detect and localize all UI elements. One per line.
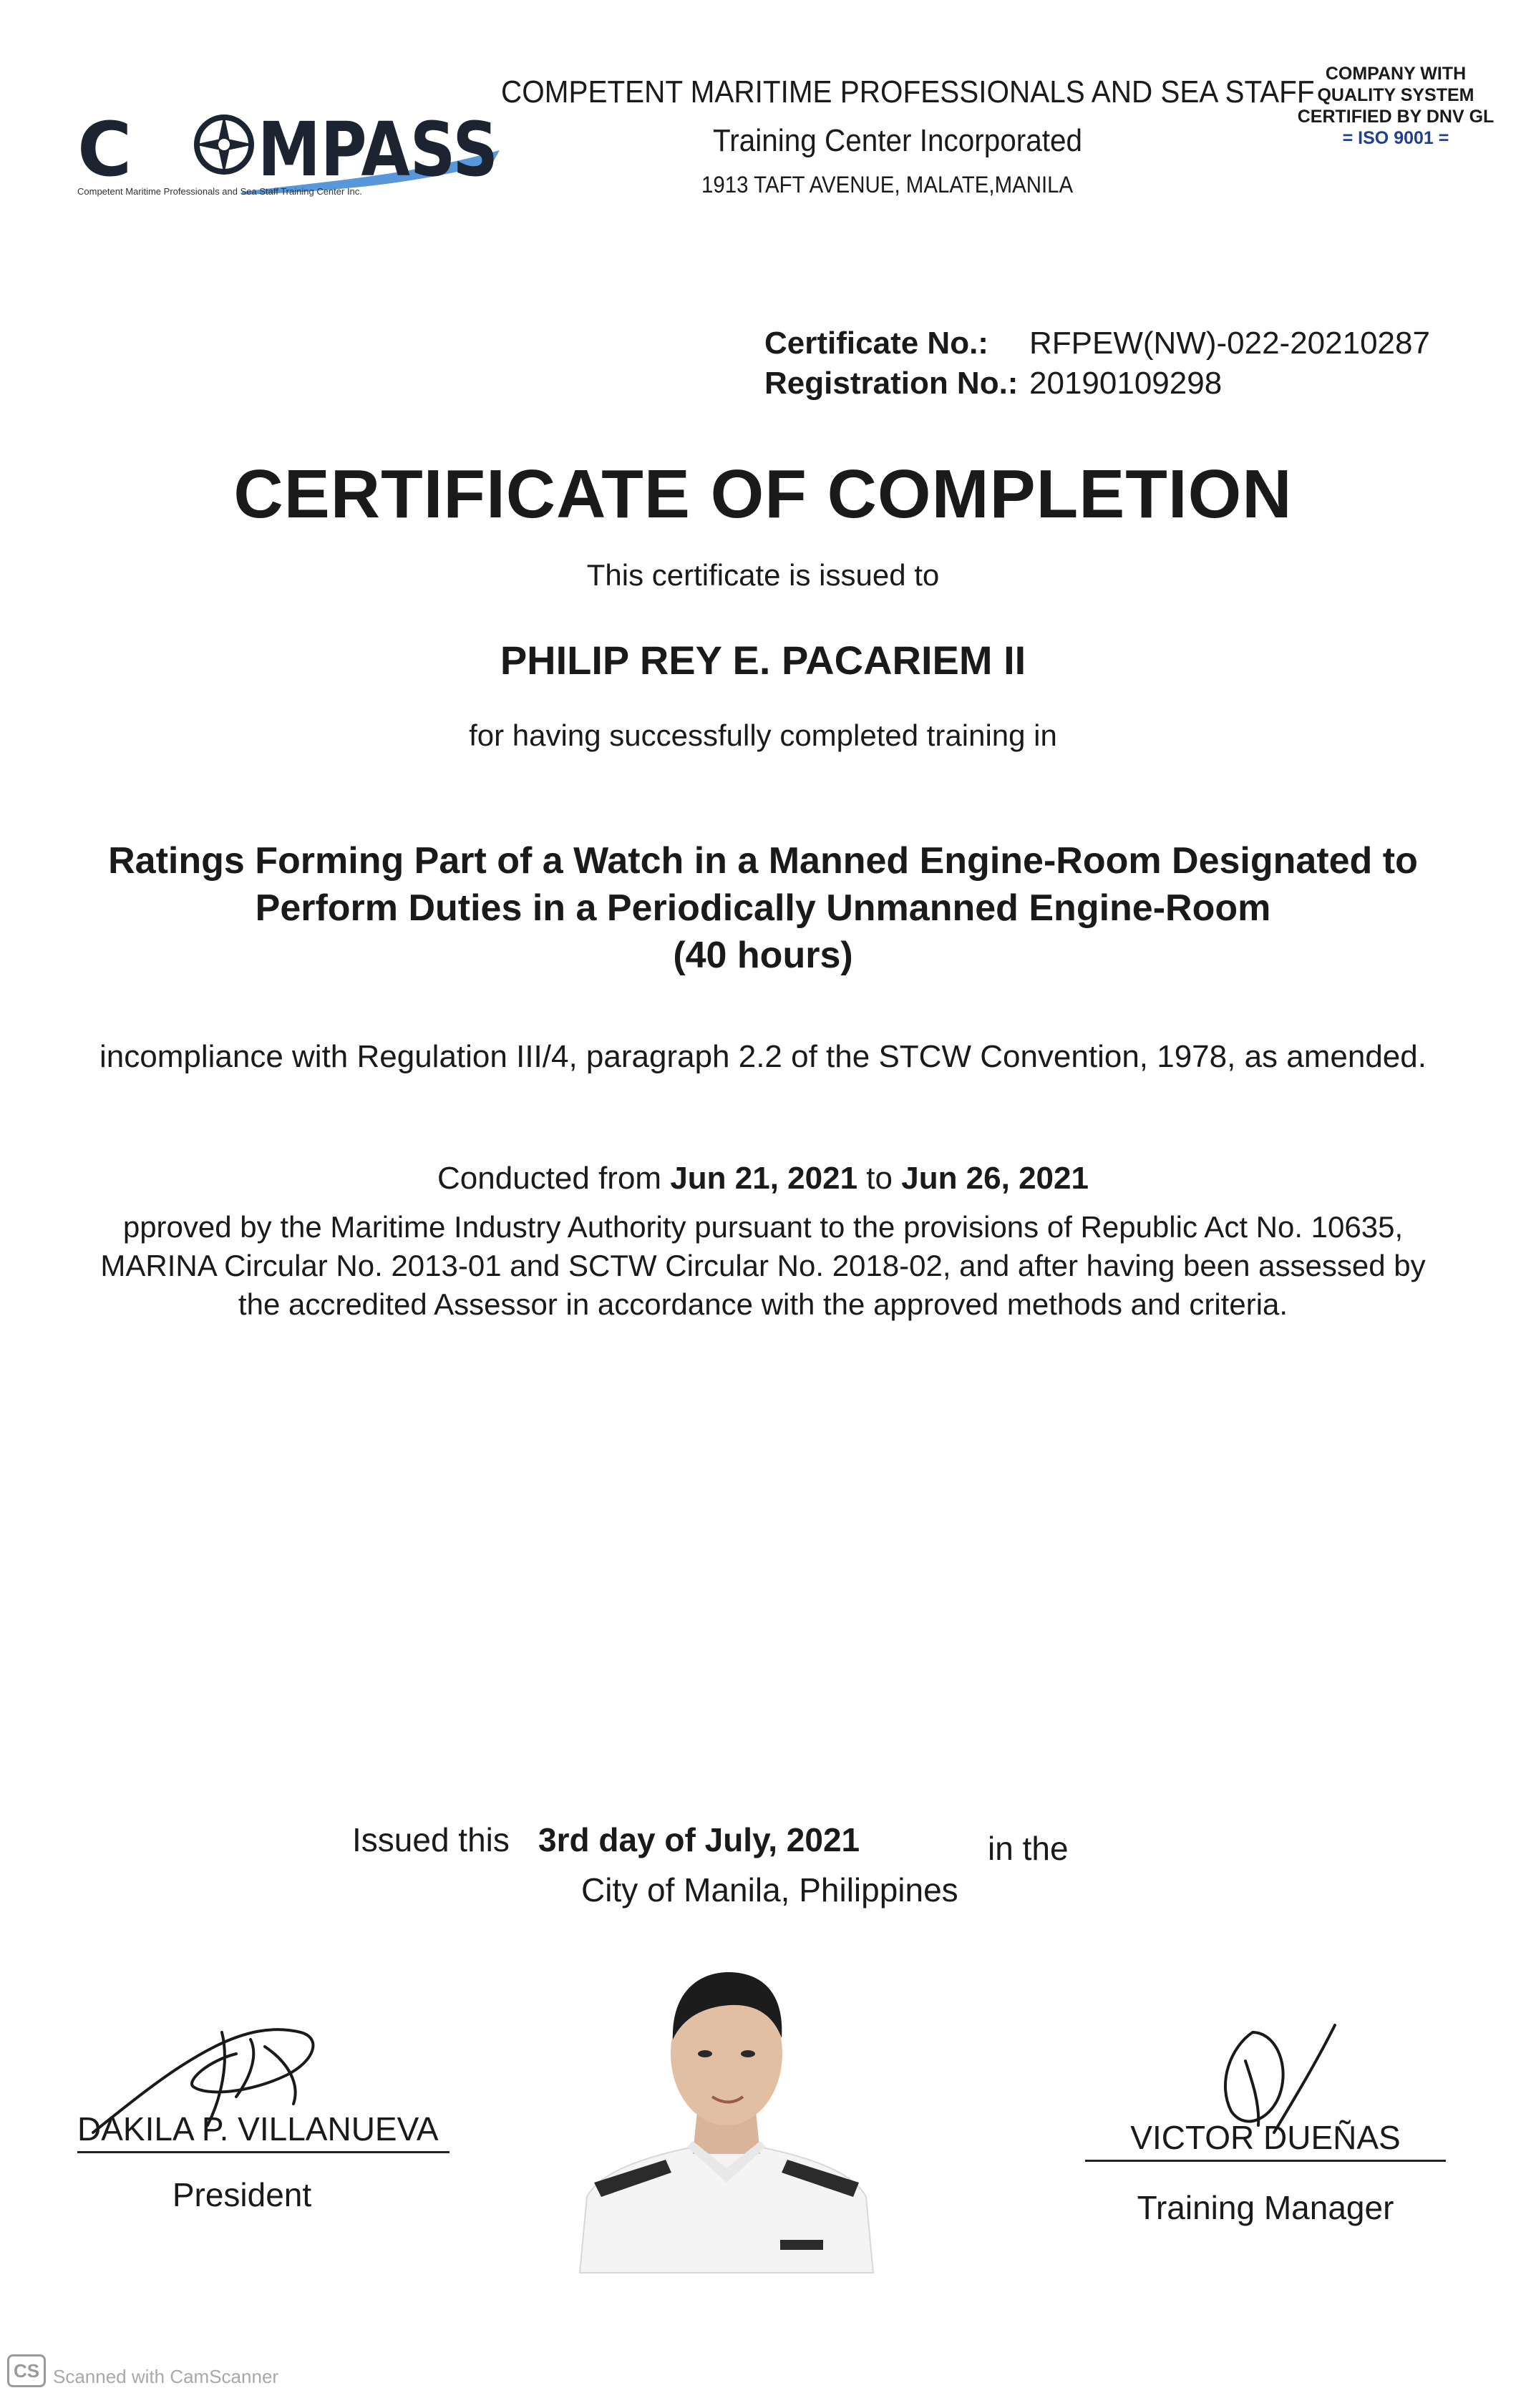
completed-text: for having successfully completed training in <box>469 718 1057 752</box>
conducted-to: to <box>866 1161 893 1196</box>
approval-text <box>43 1208 1483 1324</box>
issued-prefix: Issued this <box>352 1821 510 1858</box>
approval-line: the accredited Assessor in accordance with the approved methods and criteria. <box>238 1287 1288 1321</box>
certificate-title: CERTIFICATE OF COMPLETION <box>233 456 1293 532</box>
course-title <box>86 837 1440 979</box>
org-address: 1913 TAFT AVENUE, MALATE,MANILA <box>701 172 1074 198</box>
manager-name: VICTOR DUEÑAS <box>1085 2118 1446 2162</box>
recipient-photo <box>573 1954 880 2273</box>
approval-line: pproved by the Maritime Industry Authority pursuant to the provisions of Republic Act No. 10635, <box>122 1210 1404 1244</box>
course-duration: (40 hours) <box>673 935 853 976</box>
approval-line: MARINA Circular No. 2013-01 and SCTW Circular No. 2018-02, and after having been assessed by <box>100 1249 1426 1282</box>
conducted-dates <box>0 1161 1526 1196</box>
quality-line: CERTIFIED BY DNV GL <box>1297 107 1495 127</box>
org-name: COMPETENT MARITIME PROFESSIONALS AND SEA STAFF <box>501 74 1315 109</box>
recipient-name: PHILIP REY E. PACARIEM II <box>500 638 1026 683</box>
reg-no-label: Registration No.: <box>764 366 1019 401</box>
date-from: Jun 21, 2021 <box>670 1161 858 1196</box>
president-name: DAKILA P. VILLANUEVA <box>77 2110 449 2153</box>
manager-title: Training Manager <box>1137 2189 1394 2226</box>
quality-line: COMPANY WITH <box>1325 64 1467 84</box>
logo-tagline: Competent Maritime Professionals and Sea Staff Training Center Inc. <box>77 186 362 197</box>
quality-line: QUALITY SYSTEM <box>1317 85 1474 105</box>
issued-date: 3rd day of July, 2021 <box>538 1821 860 1858</box>
cert-no-value: RFPEW(NW)-022-20210287 <box>1029 326 1430 361</box>
certificate-numbers <box>764 323 1430 404</box>
date-to: Jun 26, 2021 <box>901 1161 1089 1196</box>
org-subtitle: Training Center Incorporated <box>713 123 1083 158</box>
issued-suffix: in the <box>988 1830 1069 1867</box>
course-line: Ratings Forming Part of a Watch in a Manned Engine-Room Designated to <box>108 840 1418 882</box>
quality-badge <box>1288 63 1503 149</box>
camscanner-badge: CS <box>7 2354 46 2387</box>
compliance-text: incompliance with Regulation III/4, paragraph 2.2 of the STCW Convention, 1978, as amended. <box>99 1039 1427 1074</box>
camscanner-text: Scanned with CamScanner <box>53 2366 279 2387</box>
issued-city: City of Manila, Philippines <box>581 1871 958 1909</box>
svg-text:MPASS: MPASS <box>258 106 498 193</box>
course-line: Perform Duties in a Periodically Unmanned Engine-Room <box>255 887 1271 929</box>
company-logo <box>77 107 501 197</box>
reg-no-value: 20190109298 <box>1029 366 1223 401</box>
conducted-prefix: Conducted from <box>437 1161 662 1196</box>
issued-to-text: This certificate is issued to <box>586 558 940 592</box>
svg-text:C: C <box>77 106 132 193</box>
president-title: President <box>172 2176 312 2213</box>
iso-label: = ISO 9001 = <box>1342 128 1449 148</box>
cert-no-label: Certificate No.: <box>764 326 988 361</box>
